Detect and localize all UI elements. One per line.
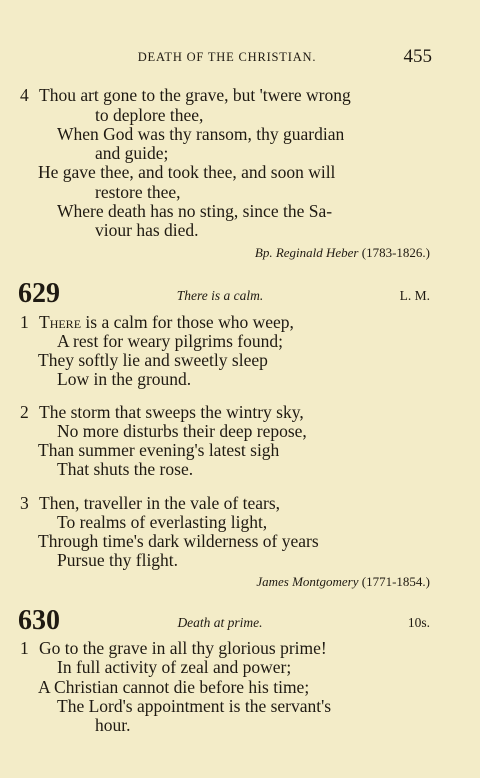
verse-line: to deplore thee, [95,105,204,125]
verse-number: 1 [20,312,29,332]
verse-line: restore thee, [95,182,181,202]
verse-line: A rest for weary pilgrims found; [57,331,283,351]
verse-line: A Christian cannot die before his time; [38,677,310,697]
hymn-629-heading [0,279,480,309]
verse-line: Where death has no sting, since the Sa- [57,201,333,221]
verse-number: 1 [20,638,29,658]
verse-line: That shuts the rose. [57,459,194,479]
first-word: There [39,312,82,332]
verse-number: 4 [20,85,29,105]
hymn-629-attribution [256,574,430,590]
hymn-title: There is a calm. [176,288,264,303]
verse-line: Pursue thy flight. [57,550,179,570]
author-dates: (1783-1826.) [361,245,430,260]
verse-line: 1 There is a calm for those who weep, [20,312,294,332]
page-header [0,46,480,70]
verse-line: No more disturbs their deep repose, [57,421,307,441]
hymn-630-heading [0,606,480,636]
verse-line: The Lord's appointment is the servant's [57,696,332,716]
verse-line: To realms of everlasting light, [57,512,268,532]
verse-line: Than summer evening's latest sigh [38,440,280,460]
verse-line: When God was thy ransom, thy guardian [57,124,345,144]
hymn-meter: L. M. [399,288,430,303]
verse-number: 2 [20,402,29,422]
hymn-number: 630 [18,605,60,636]
hymn-number: 629 [18,278,60,309]
verse-line: 4 Thou art gone to the grave, but 'twere wrong [20,85,351,105]
verse-line: and guide; [95,143,169,163]
verse-line: 2 The storm that sweeps the wintry sky, [20,402,304,422]
verse-line: Low in the ground. [57,369,192,389]
verse-line: hour. [95,715,131,735]
verse-line: In full activity of zeal and power; [57,657,292,677]
verse-line: Through time's dark wilderness of years [38,531,319,551]
author-name: Bp. Reginald Heber [254,245,359,260]
page-number: 455 [403,46,432,67]
hymn-628-attribution [255,245,430,261]
verse-number: 3 [20,493,29,513]
verse-line: They softly lie and sweetly sleep [38,350,268,370]
verse-line: He gave thee, and took thee, and soon will [38,162,336,182]
hymn-title: Death at prime. [177,615,263,630]
author-dates: (1771-1854.) [361,574,430,589]
running-title: DEATH OF THE CHRISTIAN. [137,50,317,64]
verse-line: 1 Go to the grave in all thy glorious prime! [20,638,327,658]
verse-line: viour has died. [95,220,199,240]
hymn-meter: 10s. [407,615,430,630]
verse-line: 3 Then, traveller in the vale of tears, [20,493,281,513]
author-name: James Montgomery [256,574,359,589]
